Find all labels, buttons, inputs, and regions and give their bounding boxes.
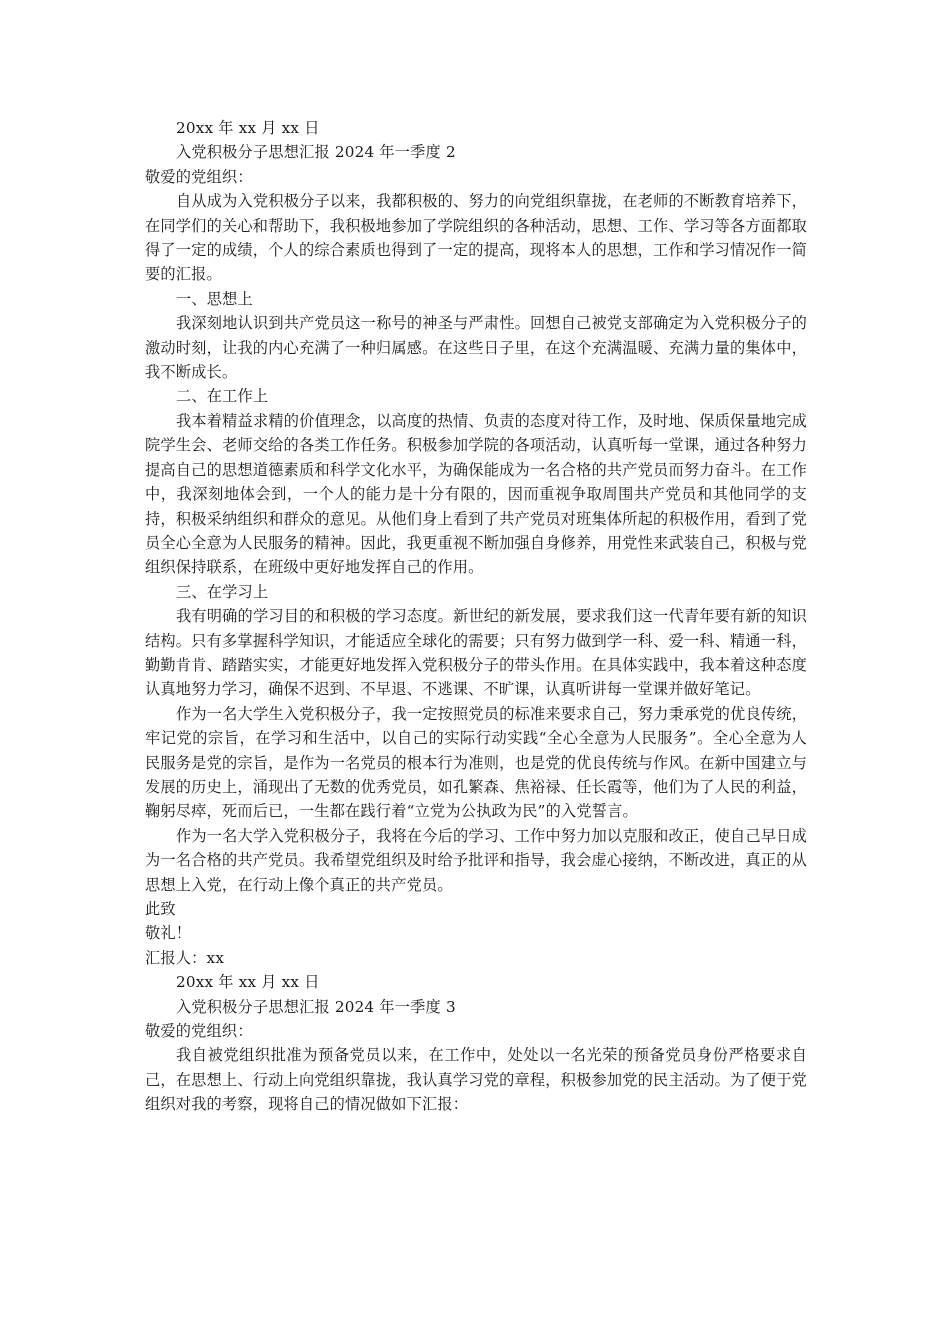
salutation-3: 敬爱的党组织： [145, 1022, 253, 1041]
study-paragraph: 我有明确的学习目的和积极的学习态度。新世纪的新发展，要求我们这一代青年要有新的知识结构。只有多掌握科学知识，才能适应全球化的需要；只有努力做到学一科、爱一科、精通一科，勤勤肯肯、踏踏实实，才能更好地发挥入党积极分子的带头作用。在具体实践中，我本着这种态度认真地努力学习，确保不迟到、不早退、不逃课、不旷课，认真听讲每一堂课并做好笔记。 [145, 607, 807, 699]
intro-paragraph: 自从成为入党积极分子以来，我都积极的、努力的向党组织靠拢，在老师的不断教育培养下，在同学们的关心和帮助下，我积极地参加了学院组织的各种活动，思想、工作、学习等各方面都取得了一定的成绩，个人的综合素质也得到了一定的提高，现将本人的思想，工作和学习情况作一简要的汇报。 [145, 192, 807, 284]
salutation: 敬爱的党组织： [145, 167, 253, 186]
heading-work: 二、在工作上 [176, 387, 269, 406]
thought-paragraph: 我深刻地认识到共产党员这一称号的神圣与严肃性。回想自己被党支部确定为入党积极分子的激动时刻，让我的内心充满了一种归属感。在这些日子里，在这个充满温暖、充满力量的集体中，我不断成长。 [145, 314, 807, 382]
closing-respect: 敬礼！ [145, 924, 192, 943]
report-title: 入党积极分子思想汇报 2024 年一季度 2 [176, 143, 456, 162]
report-date: 20xx 年 xx 月 xx 日 [176, 119, 320, 137]
intro-paragraph-3: 我自被党组织批准为预备党员以来，在工作中，处处以一名光荣的预备党员身份严格要求自己，在思想上、行动上向党组织靠拢，我认真学习党的章程，积极参加党的民主活动。为了便于党组织对我的考察，现将自己的情况做如下汇报： [145, 1046, 807, 1114]
report-date-3: 20xx 年 xx 月 xx 日 [176, 973, 320, 992]
heading-study: 三、在学习上 [176, 582, 269, 601]
commitment-paragraph: 作为一名大学生入党积极分子，我一定按照党员的标准来要求自己，努力秉承党的优良传统，牢记党的宗旨，在学习和生活中，以自己的实际行动实践“全心全意为人民服务”。全心全意为人民服务是党的宗旨，是作为一名党员的根本行为准则，也是党的优良传统与作风。在新中国建立与发展的历史上，涌现出了无数的优秀党员，如孔繁森、焦裕禄、任长霞等，他们为了人民的利益，鞠躬尽瘁，死而后已，一生都在践行着“立党为公执政为民”的入党誓言。 [145, 704, 807, 821]
report-title-3: 入党积极分子思想汇报 2024 年一季度 3 [176, 997, 456, 1016]
document-body [145, 116, 807, 1117]
signer: 汇报人：xx [145, 948, 225, 967]
conclusion-paragraph: 作为一名大学入党积极分子，我将在今后的学习、工作中努力加以克服和改正，使自己早日成为一名合格的共产党员。我希望党组织及时给予批评和指导，我会虚心接纳，不断改进，真正的从思想上入党，在行动上像个真正的共产党员。 [145, 826, 807, 894]
closing-salute: 此致 [145, 900, 176, 918]
work-paragraph: 我本着精益求精的价值理念，以高度的热情、负责的态度对待工作，及时地、保质保量地完成院学生会、老师交给的各类工作任务。积极参加学院的各项活动，认真听每一堂课，通过各种努力提高自己的思想道德素质和科学文化水平，为确保能成为一名合格的共产党员而努力奋斗。在工作中，我深刻地体会到，一个人的能力是十分有限的，因而重视争取周围共产党员和其他同学的支持，积极采纳组织和群众的意见。从他们身上看到了共产党员对班集体所起的积极作用，看到了党员全心全意为人民服务的精神。因此，我更重视不断加强自身修养，用党性来武装自己，积极与党组织保持联系，在班级中更好地发挥自己的作用。 [145, 411, 807, 577]
heading-thought: 一、思想上 [176, 289, 253, 308]
